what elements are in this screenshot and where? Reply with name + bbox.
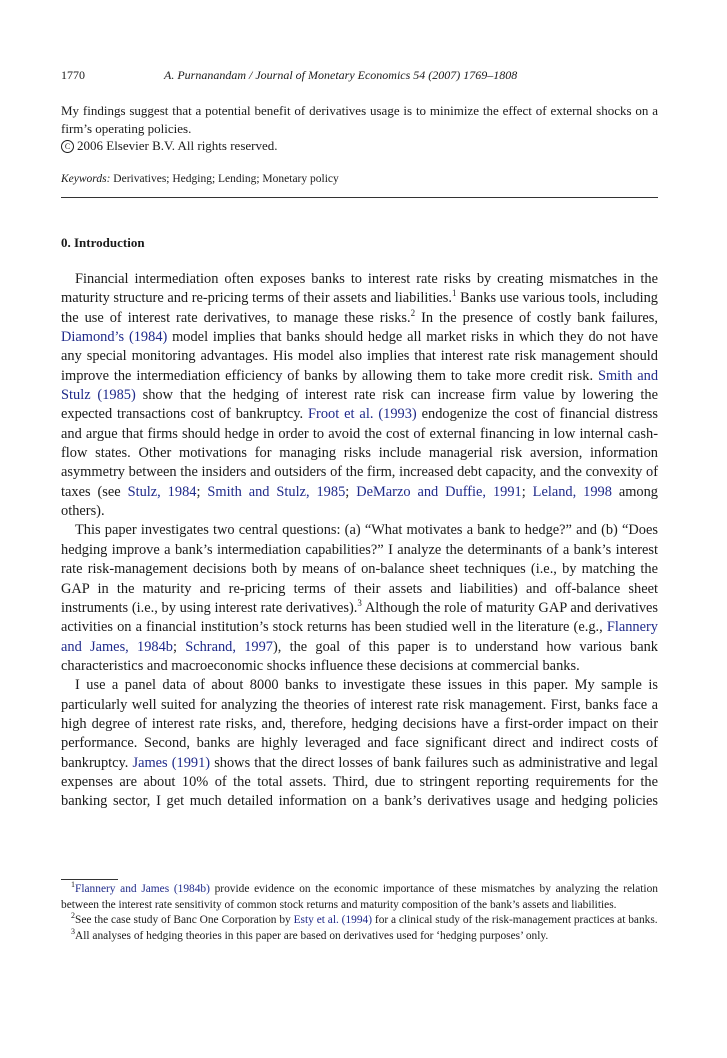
text-run: In the presence of costly bank failures,: [415, 309, 658, 326]
text-run: shows that the direct losses of bank failures such as administrative and legal expenses are about 10% of the total assets. Third, due to stringent reporting requirements for the banking sector, I get much detailed information on a bank’s derivatives usage and hedging policies: [61, 754, 658, 810]
citation-link[interactable]: Smith and Stulz, 1985: [207, 483, 346, 500]
section-heading: 0. Introduction: [61, 235, 145, 250]
citation-link[interactable]: Leland, 1998: [532, 483, 612, 500]
abstract-divider: [61, 197, 658, 198]
paragraph-2: [61, 521, 658, 676]
footnote-divider: [61, 879, 118, 880]
text-run: endogenize the cost of financial distress and argue that firms should hedge in order to avoid the cost of external financing in low internal cash-flow states. Other motivations for managing risks include managerial risk aversion, information asymmetry between the insiders and outsiders of the firm, increased debt capacity, and the convexity of taxes (see: [61, 406, 658, 500]
paragraph-3: [61, 676, 658, 811]
abstract-closing: [61, 102, 658, 138]
keywords-label: Keywords:: [61, 173, 111, 185]
text-run: ;: [345, 483, 357, 500]
copyright-icon: C: [61, 140, 74, 153]
keywords-line: [61, 172, 339, 186]
footnote-ref-2[interactable]: 2: [410, 307, 416, 318]
citation-link[interactable]: James (1991): [132, 754, 211, 771]
text-run: ;: [172, 638, 186, 655]
copyright-text: 2006 Elsevier B.V. All rights reserved.: [77, 138, 278, 153]
footnotes: [61, 882, 658, 944]
citation-link[interactable]: Flannery and James, 1984b: [61, 619, 658, 655]
footnote-ref-3[interactable]: 3: [357, 597, 362, 608]
citation-link[interactable]: Flannery and James (1984b): [75, 883, 210, 895]
text-run: I use a panel data of about 8000 banks to investigate these issues in this paper. My sample is particularly well suited for analyzing the theories of interest rate risk management. First, banks face a high degree of interest rate risks, and, therefore, hedging decisions have a first-order impact on their performance. Second, banks are highly leveraged and face significant direct and indirect costs of bankruptcy.: [61, 677, 658, 771]
citation-link[interactable]: Smith and Stulz (1985): [61, 367, 659, 404]
footnote-marker: 1: [71, 880, 75, 889]
text-run: model implies that banks should hedge all market risks in which they do not have any special monitoring advantages. His model also implies that interest rate risk management should improve the intermediation efficiency of banks by allowing them to take more credit risk.: [61, 329, 658, 384]
footnote-text: All analyses of hedging theories in this paper are based on derivatives used for ‘hedging purposes’ only.: [75, 929, 549, 942]
text-run: ), the goal of this paper is to understand how various bank characteristics and macroeconomic shocks influence these decisions at commercial banks.: [61, 638, 658, 674]
abstract-sentence: My findings suggest that a potential benefit of derivatives usage is to minimize the effect of external shocks on a firm’s operating policies.: [61, 103, 658, 136]
footnote-3: [61, 926, 658, 945]
text-run: show that the hedging of interest rate risk can increase firm value by lowering the expected transactions cost of bankruptcy.: [61, 387, 658, 423]
text-run: Financial intermediation often exposes banks to interest rate risks by creating mismatches in the maturity structure and re-pricing terms of their assets and liabilities.: [61, 271, 658, 307]
keywords-value: Derivatives; Hedging; Lending; Monetary policy: [113, 173, 339, 185]
page-number: 1770: [61, 68, 85, 82]
footnote-2: [61, 913, 658, 929]
text-run: This paper investigates two central questions: (a) “What motivates a bank to hedge?” and (b) “Does hedging improve a bank’s intermediation capabilities?” I analyze the determinants of a bank’s interest rate risk-management decisions both by means of on-balance sheet techniques (i.e., by matching the GAP in the maturity and re-pricing terms of their assets and liabilities) and off-balance sheet instruments (i.e., by using interest rate derivatives).: [61, 522, 658, 616]
footnote-text: See the case study of Banc One Corporation by: [75, 914, 294, 927]
footnote-text: for a clinical study of the risk-management practices at banks.: [372, 914, 658, 927]
citation-link[interactable]: Diamond’s (1984): [61, 329, 168, 346]
footnote-marker: 2: [71, 911, 75, 921]
citation-link[interactable]: Stulz, 1984: [127, 483, 197, 500]
copyright-line: [61, 137, 278, 155]
citation-link[interactable]: Froot et al. (1993): [308, 406, 417, 423]
journal-reference: A. Purnanandam / Journal of Monetary Economics 54 (2007) 1769–1808: [164, 68, 518, 82]
body-text: [61, 270, 658, 812]
citation-link[interactable]: Esty et al. (1994): [293, 914, 373, 927]
text-run: among others).: [61, 483, 658, 520]
text-run: ;: [196, 483, 208, 500]
text-run: ;: [521, 483, 533, 500]
text-run: Banks use various tools, including the use of interest rate derivatives, to manage these risks.: [61, 290, 658, 326]
paragraph-1: [61, 270, 658, 521]
citation-link[interactable]: DeMarzo and Duffie, 1991: [356, 483, 522, 500]
footnote-1: [61, 882, 658, 913]
footnote-text: provide evidence on the economic importance of these mismatches by analyzing the relation between the interest rate sensitivity of common stock returns and maturity composition of the bank’s assets and liabilities.: [61, 883, 658, 911]
footnote-ref-1[interactable]: 1: [451, 288, 457, 299]
citation-link[interactable]: Schrand, 1997: [185, 638, 273, 655]
text-run: Although the role of maturity GAP and derivatives activities on a financial institution’s stock returns has been studied well in the literature (e.g.,: [61, 599, 659, 636]
footnote-marker: 3: [71, 926, 75, 936]
